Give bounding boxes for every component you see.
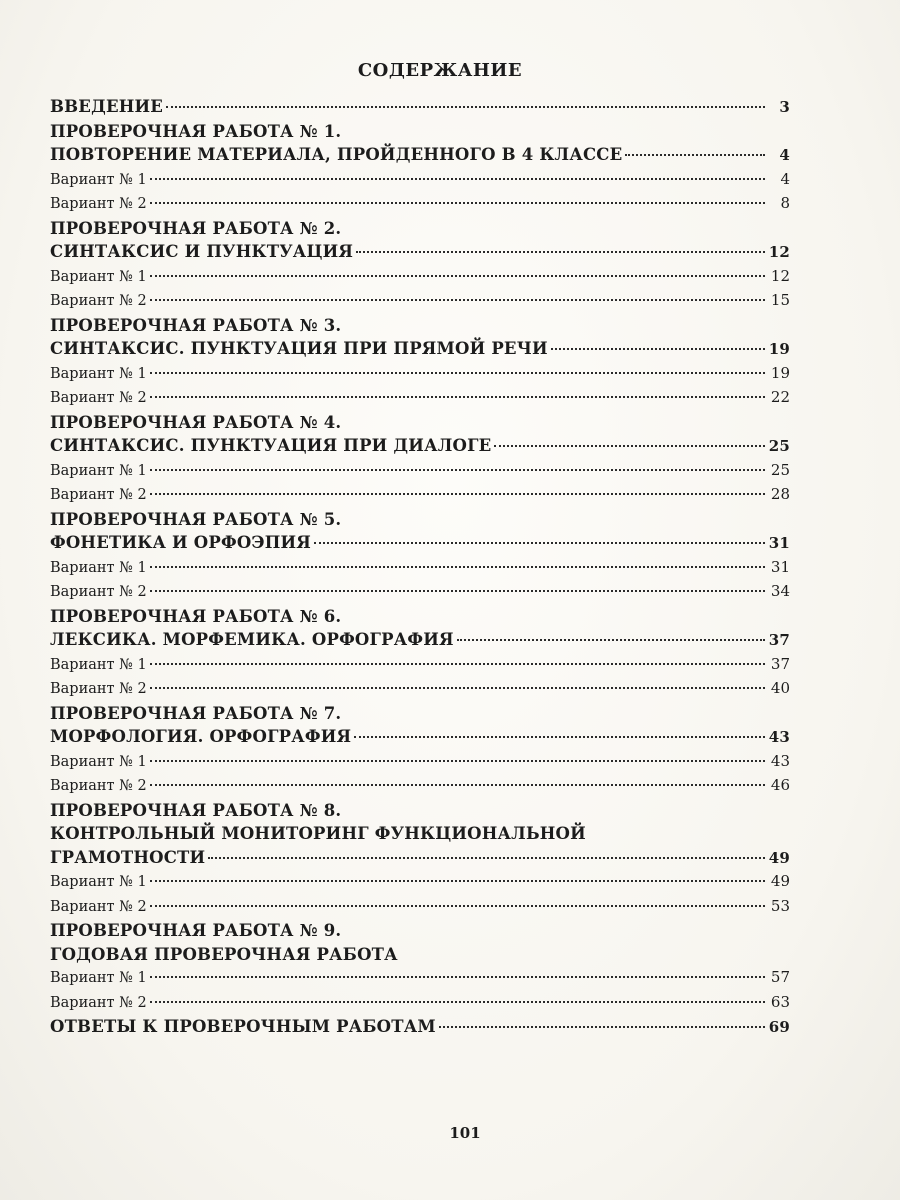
toc-subentry	[50, 653, 790, 678]
toc-page-number: 15	[770, 291, 790, 309]
toc-heading	[50, 508, 790, 532]
toc-heading	[50, 822, 790, 846]
toc-entry-text: Вариант № 1	[50, 970, 147, 986]
toc-page-number: 25	[770, 460, 790, 479]
toc-page-number: 49	[770, 872, 790, 890]
dot-leader	[150, 784, 765, 786]
dot-leader	[150, 493, 765, 495]
toc-heading	[50, 799, 790, 823]
toc-subentry	[50, 966, 790, 991]
toc-page-number: 4	[780, 169, 790, 188]
dot-leader	[150, 880, 765, 882]
toc-entry-text: МОРФОЛОГИЯ. ОРФОГРАФИЯ	[50, 727, 352, 746]
dot-leader	[208, 857, 765, 859]
toc-page-number: 57	[770, 968, 790, 986]
toc-heading	[50, 846, 790, 871]
toc-subentry	[50, 459, 790, 484]
toc-entry-text: Вариант № 2	[50, 681, 147, 697]
toc-entry-text: ПОВТОРЕНИЕ МАТЕРИАЛА, ПРОЙДЕННОГО В 4 КЛАССЕ	[50, 145, 623, 164]
toc-entry-text: ЛЕКСИКА. МОРФЕМИКА. ОРФОГРАФИЯ	[50, 630, 454, 649]
dot-leader	[150, 396, 765, 398]
dot-leader	[150, 760, 765, 762]
toc-page-number: 28	[770, 485, 790, 503]
toc-entry-text: Вариант № 2	[50, 487, 147, 503]
toc-page-number: 25	[768, 437, 790, 455]
toc-page-number: 49	[768, 848, 790, 867]
toc-entry-text: ПРОВЕРОЧНАЯ РАБОТА № 7.	[50, 703, 342, 723]
toc-entry-text: ПРОВЕРОЧНАЯ РАБОТА № 1.	[50, 121, 342, 141]
dot-leader	[439, 1026, 765, 1028]
toc-heading	[50, 1015, 790, 1040]
dot-leader	[150, 275, 765, 277]
toc-entry-text: Вариант № 1	[50, 171, 147, 188]
toc-subentry	[50, 580, 790, 605]
toc-page-number: 43	[768, 728, 790, 746]
toc-page-number: 4	[779, 146, 790, 164]
toc-entry-text: ПРОВЕРОЧНАЯ РАБОТА № 3.	[50, 315, 342, 335]
toc-page-number: 53	[770, 896, 790, 915]
toc-subentry	[50, 192, 790, 217]
toc-entry-text: Вариант № 2	[50, 898, 147, 915]
toc-entry-text: ПРОВЕРОЧНАЯ РАБОТА № 5.	[50, 509, 342, 529]
toc-heading	[50, 314, 790, 338]
toc-heading	[50, 95, 790, 120]
dot-leader	[150, 976, 765, 978]
toc-heading	[50, 943, 790, 967]
toc-subentry	[50, 483, 790, 508]
dot-leader	[551, 348, 765, 350]
toc-entry-text: КОНТРОЛЬНЫЙ МОНИТОРИНГ ФУНКЦИОНАЛЬНОЙ	[50, 824, 586, 843]
toc-page-number: 40	[770, 679, 790, 697]
toc-entry-text: ПРОВЕРОЧНАЯ РАБОТА № 9.	[50, 921, 342, 940]
toc-heading	[50, 434, 790, 459]
toc-page-number: 19	[768, 340, 790, 358]
toc-entry-text: Вариант № 1	[50, 268, 147, 285]
dot-leader	[150, 566, 765, 568]
toc-heading	[50, 143, 790, 168]
toc-page-number: 37	[768, 631, 790, 649]
toc-entry-text: Вариант № 2	[50, 994, 147, 1011]
toc-page-number: 8	[780, 194, 790, 212]
toc-page-number: 69	[768, 1018, 790, 1036]
toc-heading	[50, 919, 790, 943]
toc-heading	[50, 628, 790, 653]
toc-subentry	[50, 168, 790, 193]
toc-heading	[50, 531, 790, 556]
dot-leader	[314, 542, 765, 544]
toc-page-number: 37	[770, 654, 790, 673]
dot-leader	[150, 469, 765, 471]
toc-subentry	[50, 750, 790, 775]
toc-entry-text: Вариант № 1	[50, 559, 147, 576]
toc-subentry	[50, 289, 790, 314]
toc-entry-text: ВВЕДЕНИЕ	[50, 97, 164, 116]
toc-page-number: 31	[770, 557, 790, 576]
toc-page-number: 31	[768, 534, 790, 552]
toc-heading	[50, 725, 790, 750]
dot-leader	[494, 445, 765, 447]
toc-heading	[50, 337, 790, 362]
dot-leader	[150, 905, 765, 907]
dot-leader	[150, 372, 765, 374]
toc-subentry	[50, 265, 790, 290]
toc-entry-text: Вариант № 2	[50, 778, 147, 794]
toc-entry-text: ПРОВЕРОЧНАЯ РАБОТА № 4.	[50, 412, 342, 432]
toc-subentry	[50, 895, 790, 920]
toc-entry-text: Вариант № 1	[50, 462, 147, 479]
toc-heading	[50, 217, 790, 241]
toc-entry-text: Вариант № 2	[50, 293, 147, 309]
toc-page-number: 3	[779, 98, 790, 116]
toc-entry-text: Вариант № 2	[50, 196, 147, 212]
toc-entry-text: СИНТАКСИС. ПУНКТУАЦИЯ ПРИ ДИАЛОГЕ	[50, 436, 492, 455]
toc-page-number: 22	[770, 388, 790, 406]
toc-page-number: 34	[770, 582, 790, 600]
toc-entry-text: ОТВЕТЫ К ПРОВЕРОЧНЫМ РАБОТАМ	[50, 1017, 436, 1036]
toc-subentry	[50, 991, 790, 1016]
dot-leader	[150, 663, 765, 665]
page-number: 101	[449, 1124, 481, 1142]
toc-page-number: 46	[770, 776, 790, 794]
dot-leader	[625, 154, 765, 156]
toc-page-number: 12	[768, 243, 790, 261]
toc-subentry	[50, 362, 790, 387]
toc-heading	[50, 411, 790, 435]
toc-entry-text: Вариант № 1	[50, 753, 147, 770]
toc-heading	[50, 240, 790, 265]
dot-leader	[356, 251, 765, 253]
toc-entry-text: ПРОВЕРОЧНАЯ РАБОТА № 8.	[50, 800, 342, 820]
toc-subentry	[50, 870, 790, 895]
dot-leader	[150, 590, 765, 592]
dot-leader	[354, 736, 765, 738]
toc-entry-text: СИНТАКСИС. ПУНКТУАЦИЯ ПРИ ПРЯМОЙ РЕЧИ	[50, 339, 548, 358]
toc-page-number: 63	[770, 992, 790, 1011]
dot-leader	[150, 1001, 765, 1003]
toc-page-number: 12	[770, 266, 790, 285]
toc-entry-text: Вариант № 1	[50, 656, 147, 673]
toc-entry-text: ПРОВЕРОЧНАЯ РАБОТА № 6.	[50, 606, 342, 626]
toc-heading	[50, 702, 790, 726]
toc-subentry	[50, 774, 790, 799]
dot-leader	[150, 687, 765, 689]
toc-heading	[50, 120, 790, 144]
toc-entry-text: СИНТАКСИС И ПУНКТУАЦИЯ	[50, 242, 354, 261]
dot-leader	[150, 178, 765, 180]
dot-leader	[166, 106, 765, 108]
toc-subentry	[50, 556, 790, 581]
toc-entry-text: Вариант № 2	[50, 390, 147, 406]
dot-leader	[150, 299, 765, 301]
toc-subentry	[50, 677, 790, 702]
toc-entry-text: Вариант № 1	[50, 874, 147, 890]
toc-entry-text: Вариант № 1	[50, 365, 147, 382]
dot-leader	[457, 639, 765, 641]
toc-entry-text: ПРОВЕРОЧНАЯ РАБОТА № 2.	[50, 218, 342, 238]
table-of-contents	[50, 95, 790, 1040]
toc-entry-text: ГОДОВАЯ ПРОВЕРОЧНАЯ РАБОТА	[50, 944, 398, 964]
toc-page-number: 43	[770, 751, 790, 770]
toc-entry-text: Вариант № 2	[50, 584, 147, 600]
toc-page-number: 19	[770, 363, 790, 382]
toc-subentry	[50, 386, 790, 411]
dot-leader	[150, 202, 765, 204]
toc-entry-text: ГРАМОТНОСТИ	[50, 847, 206, 867]
toc-heading	[50, 605, 790, 629]
page-title: СОДЕРЖАНИЕ	[357, 60, 523, 81]
toc-entry-text: ФОНЕТИКА И ОРФОЭПИЯ	[50, 533, 312, 552]
